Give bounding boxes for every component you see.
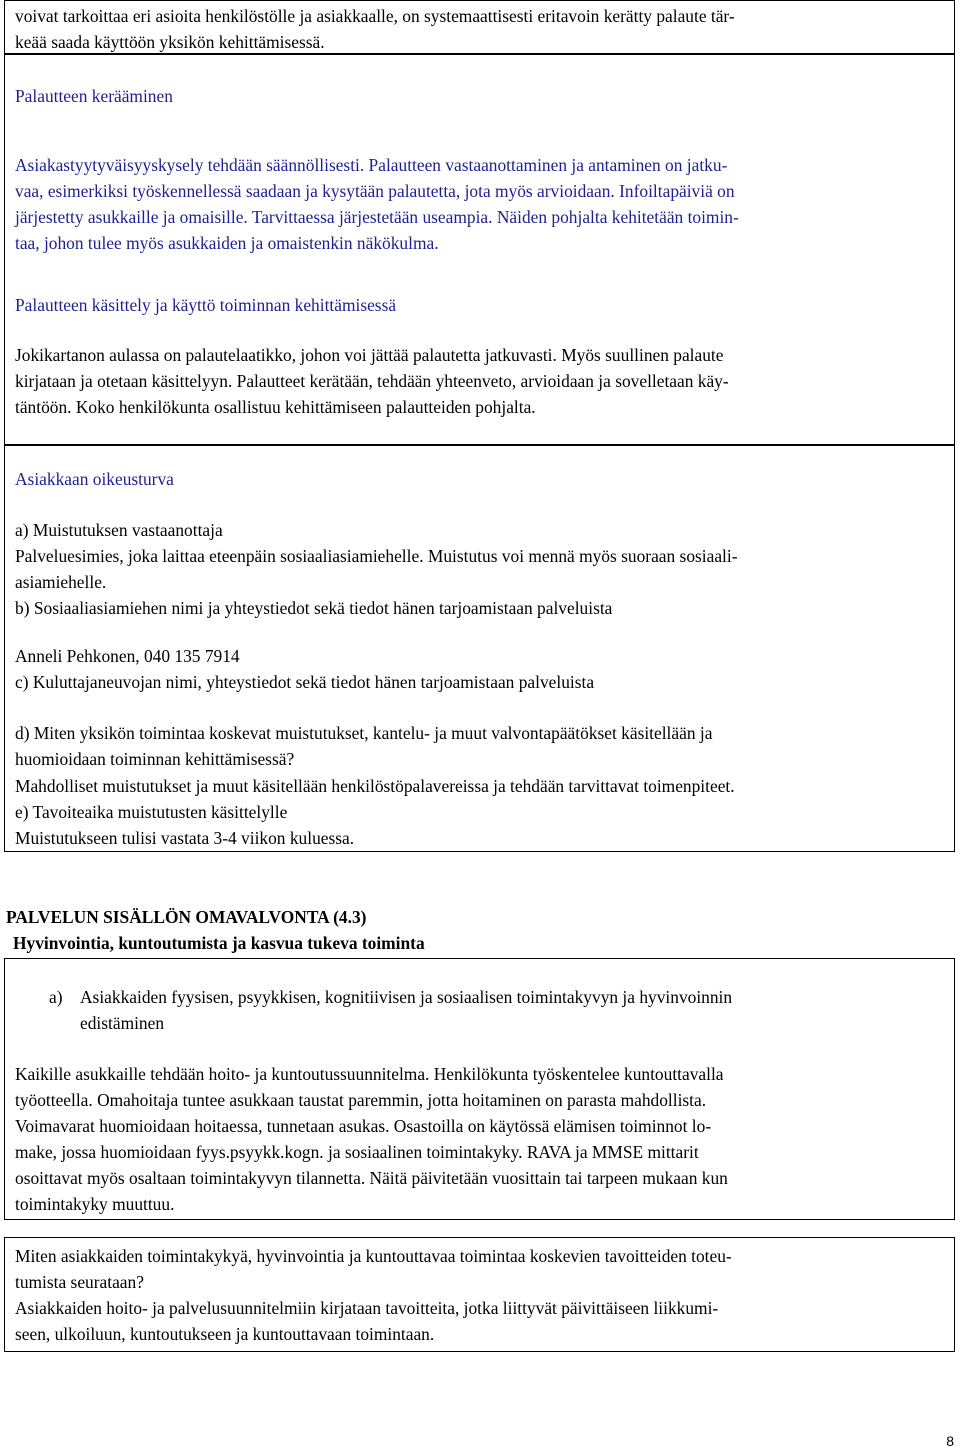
item-c-label: c) Kuluttajaneuvojan nimi, yhteystiedot sekä tiedot hänen tarjoamistaan palveluista bbox=[15, 672, 595, 692]
legal-protection-title: Asiakkaan oikeusturva bbox=[15, 469, 174, 489]
item-d-label: huomioidaan toiminnan kehittämisessä? bbox=[15, 749, 295, 769]
wellbeing-para-line: make, jossa huomioidaan fyys.psyykk.kogn. ja sosiaalinen toimintakyky. RAVA ja MMSE mittarit bbox=[15, 1142, 699, 1162]
wellbeing-para-line: osoittavat myös osaltaan toimintakyvyn tilannetta. Näitä päivitetään vuosittain tai tarpeen mukaan kun bbox=[15, 1168, 728, 1188]
feedback-para-line: järjestetty asukkaille ja omaisille. Tarvittaessa järjestetään useampia. Näiden pohjalta kehitetään toimin- bbox=[15, 207, 739, 227]
item-b-label: b) Sosiaaliasiamiehen nimi ja yhteystiedot sekä tiedot hänen tarjoamistaan palveluista bbox=[15, 598, 613, 618]
section-subheading: Hyvinvointia, kuntoutumista ja kasvua tukeva toiminta bbox=[13, 933, 425, 953]
intro-box bbox=[4, 0, 955, 54]
intro-line-2: keää saada käyttöön yksikön kehittämisessä. bbox=[15, 32, 325, 52]
item-a-heading: edistäminen bbox=[80, 1013, 165, 1033]
feedback-collection-title: Palautteen kerääminen bbox=[15, 86, 173, 106]
wellbeing-para-line: työotteella. Omahoitaja tuntee asukkaan taustat paremmin, jotta hoitaminen on parasta mahdollista. bbox=[15, 1090, 707, 1110]
item-d-text: Mahdolliset muistutukset ja muut käsitellään henkilöstöpalavereissa ja tehdään tarvittavat toimenpiteet. bbox=[15, 776, 735, 796]
feedback-handling-title: Palautteen käsittely ja käyttö toiminnan kehittämisessä bbox=[15, 295, 397, 315]
handling-para-line: kirjataan ja otetaan käsittelyyn. Palautteet kerätään, tehdään yhteenveto, arvioidaan ja sovelletaan käy- bbox=[15, 371, 729, 391]
item-a-text: asiamiehelle. bbox=[15, 572, 107, 592]
item-d-label: d) Miten yksikön toimintaa koskevat muistutukset, kantelu- ja muut valvontapäätökset käsitellään ja bbox=[15, 723, 713, 743]
goal-followup-box bbox=[4, 1237, 955, 1352]
page-number: 8 bbox=[946, 1433, 954, 1449]
item-a-label: a) Muistutuksen vastaanottaja bbox=[15, 520, 223, 540]
feedback-para-line: Asiakastyytyväisyyskysely tehdään säännöllisesti. Palautteen vastaanottaminen ja antaminen on jatku- bbox=[15, 155, 728, 175]
wellbeing-para-line: Voimavarat huomioidaan hoitaessa, tunnetaan asukas. Osastoilla on käytössä elämisen toiminnot lo- bbox=[15, 1116, 712, 1136]
goal-answer: seen, ulkoiluun, kuntoutukseen ja kuntouttavaan toimintaan. bbox=[15, 1324, 435, 1344]
feedback-para-line: taa, johon tulee myös asukkaiden ja omaistenkin näkökulma. bbox=[15, 233, 439, 253]
list-marker-a: a) bbox=[49, 987, 63, 1007]
item-e-text: Muistutukseen tulisi vastata 3-4 viikon kuluessa. bbox=[15, 828, 355, 848]
item-b-text: Anneli Pehkonen, 040 135 7914 bbox=[15, 646, 240, 666]
item-a-heading: Asiakkaiden fyysisen, psyykkisen, kognitiivisen ja sosiaalisen toimintakyvyn ja hyvinvoinnin bbox=[80, 987, 733, 1007]
feedback-box bbox=[4, 54, 955, 445]
wellbeing-box bbox=[4, 958, 955, 1220]
goal-answer: Asiakkaiden hoito- ja palvelusuunnitelmiin kirjataan tavoitteita, jotka liittyvät päivittäiseen liikkumi- bbox=[15, 1298, 719, 1318]
legal-protection-box bbox=[4, 445, 955, 852]
intro-line-1: voivat tarkoittaa eri asioita henkilöstölle ja asiakkaalle, on systemaattisesti eritavoin kerätty palaute tär- bbox=[15, 6, 735, 26]
section-heading: PALVELUN SISÄLLÖN OMAVALVONTA (4.3) bbox=[6, 907, 367, 927]
handling-para-line: Jokikartanon aulassa on palautelaatikko, johon voi jättää palautetta jatkuvasti. Myös suullinen palaute bbox=[15, 345, 724, 365]
feedback-para-line: vaa, esimerkiksi työskennellessä saadaan ja kysytään palautetta, jota myös arvioidaan. Infoiltapäiviä on bbox=[15, 181, 735, 201]
item-e-label: e) Tavoiteaika muistutusten käsittelylle bbox=[15, 802, 288, 822]
wellbeing-para-line: Kaikille asukkaille tehdään hoito- ja kuntoutussuunnitelma. Henkilökunta työskentelee kuntouttavalla bbox=[15, 1064, 724, 1084]
item-a-text: Palveluesimies, joka laittaa eteenpäin sosiaaliasiamiehelle. Muistutus voi mennä myös suoraan sosiaali- bbox=[15, 546, 738, 566]
goal-question: tumista seurataan? bbox=[15, 1272, 144, 1292]
handling-para-line: täntöön. Koko henkilökunta osallistuu kehittämiseen palautteiden pohjalta. bbox=[15, 397, 536, 417]
wellbeing-para-line: toimintakyky muuttuu. bbox=[15, 1194, 175, 1214]
goal-question: Miten asiakkaiden toimintakykyä, hyvinvointia ja kuntouttavaa toimintaa koskevien tavoitteiden toteu- bbox=[15, 1246, 732, 1266]
